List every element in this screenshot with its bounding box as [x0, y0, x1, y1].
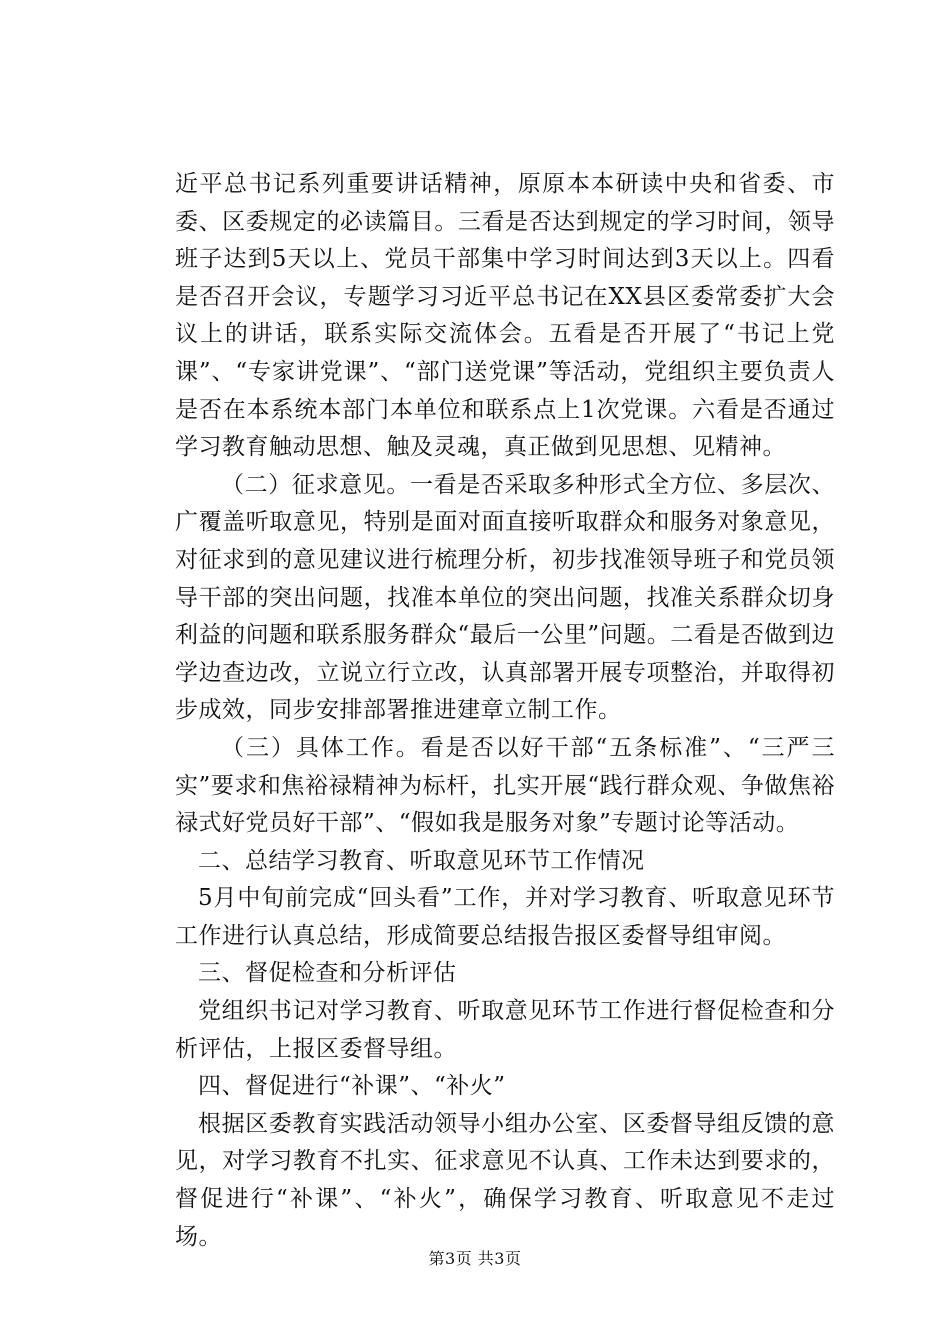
section-heading-supervision: 三、督促检查和分析评估	[198, 960, 457, 987]
document-body	[175, 166, 835, 1256]
paragraph-specific-work: （三）具体工作。看是否以好干部“五条标准”、“三严三实”要求和焦裕禄精神为标杆，扎实开展“践行群众观、争做焦裕禄式好党员好干部”、“假如我是服务对象”专题讨论等活动。	[175, 734, 835, 837]
paragraph-supervision: 党组织书记对学习教育、听取意见环节工作进行督促检查和分析评估，上报区委督导组。	[175, 998, 835, 1062]
paragraph-study-checks-continued: 近平总书记系列重要讲话精神，原原本本研读中央和省委、市委、区委规定的必读篇目。三看是否达到规定的学习时间，领导班子达到5天以上、党员干部集中学习时间达到3天以上。四看是否召开会议，专题学习习近平总书记在XX县区委常委扩大会议上的讲话，联系实际交流体会。五看是否开展了“书记上党课”、“专家讲党课”、“部门送党课”等活动，党组织主要负责人是否在本系统本部门本单位和联系点上1次党课。六看是否通过学习教育触动思想、触及灵魂，真正做到见思想、见精神。	[175, 171, 835, 461]
page-footer: 第3页 共3页	[428, 1249, 522, 1268]
paragraph-solicit-opinions: （二）征求意见。一看是否采取多种形式全方位、多层次、广覆盖听取意见，特别是面对面直接听取群众和服务对象意见，对征求到的意见建议进行梳理分析，初步找准领导班子和党员领导干部的突出问题，找准本单位的突出问题，找准关系群众切身利益的问题和联系服务群众“最后一公里”问题。二看是否做到边学边查边改，立说立行立改，认真部署开展专项整治，并取得初步成效，同步安排部署推进建章立制工作。	[175, 471, 835, 724]
paragraph-summary: 5月中旬前完成“回头看”工作，并对学习教育、听取意见环节工作进行认真总结，形成简要总结报告报区委督导组审阅。	[175, 885, 835, 949]
paragraph-makeup: 根据区委教育实践活动领导小组办公室、区委督导组反馈的意见，对学习教育不扎实、征求意见不认真、工作未达到要求的，督促进行“补课”、“补火”，确保学习教育、听取意见不走过场。	[175, 1110, 835, 1250]
section-heading-summary: 二、总结学习教育、听取意见环节工作情况	[198, 847, 645, 874]
section-heading-makeup: 四、督促进行“补课”、“补火”	[198, 1073, 506, 1100]
